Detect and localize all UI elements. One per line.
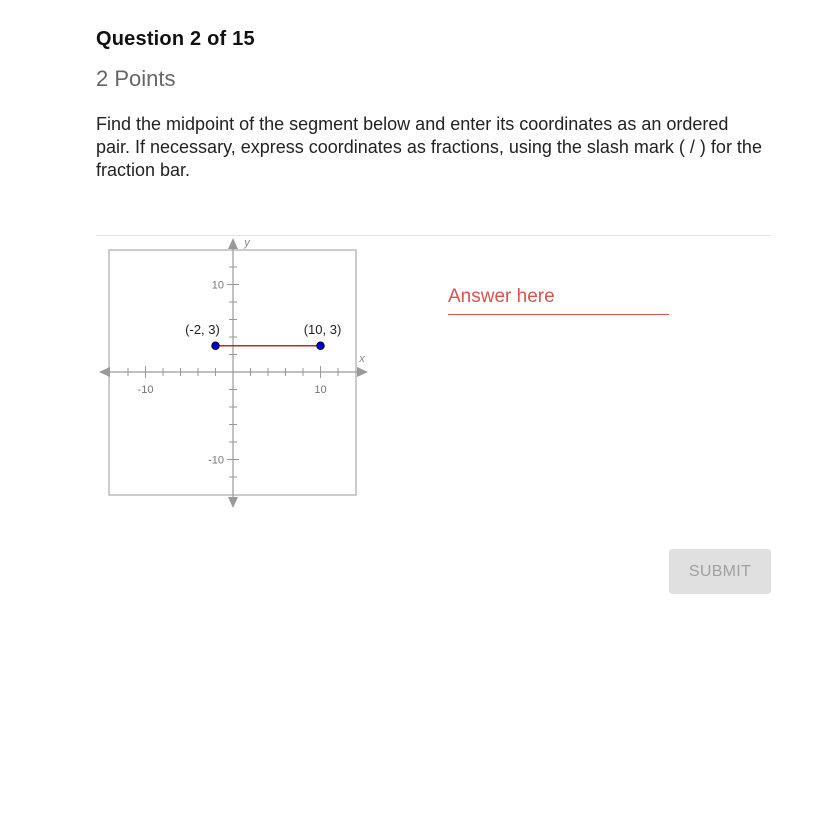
x-axis-arrow-left xyxy=(99,367,110,377)
question-prompt: Find the midpoint of the segment below and enter its coordinates as an ordered pair. If necessary, express coordinates as fractions, using the slash mark ( / ) for the fraction bar. xyxy=(96,114,762,180)
submit-button[interactable]: SUBMIT xyxy=(669,549,771,594)
segment-endpoint xyxy=(317,342,325,350)
coordinate-graph xyxy=(96,236,372,512)
question-header: Question 2 of 15 xyxy=(96,28,255,50)
point-label: (10, 3) xyxy=(303,321,342,337)
answer-field-wrapper xyxy=(448,286,669,315)
x-tick-label: 10 xyxy=(314,384,327,396)
points-label: 2 Points xyxy=(96,66,176,91)
y-axis-arrow-down xyxy=(228,497,238,508)
x-axis-label: x xyxy=(359,353,365,365)
y-tick-label: -10 xyxy=(208,454,224,467)
point-label: (-2, 3) xyxy=(185,321,220,337)
answer-input[interactable] xyxy=(448,286,669,308)
y-axis-label: y xyxy=(244,237,250,249)
x-axis-arrow-right xyxy=(357,367,368,377)
segment-endpoint xyxy=(212,342,220,350)
y-axis-arrow-up xyxy=(228,238,238,249)
x-tick-label: -10 xyxy=(137,384,154,396)
y-tick-label: 10 xyxy=(211,279,224,292)
